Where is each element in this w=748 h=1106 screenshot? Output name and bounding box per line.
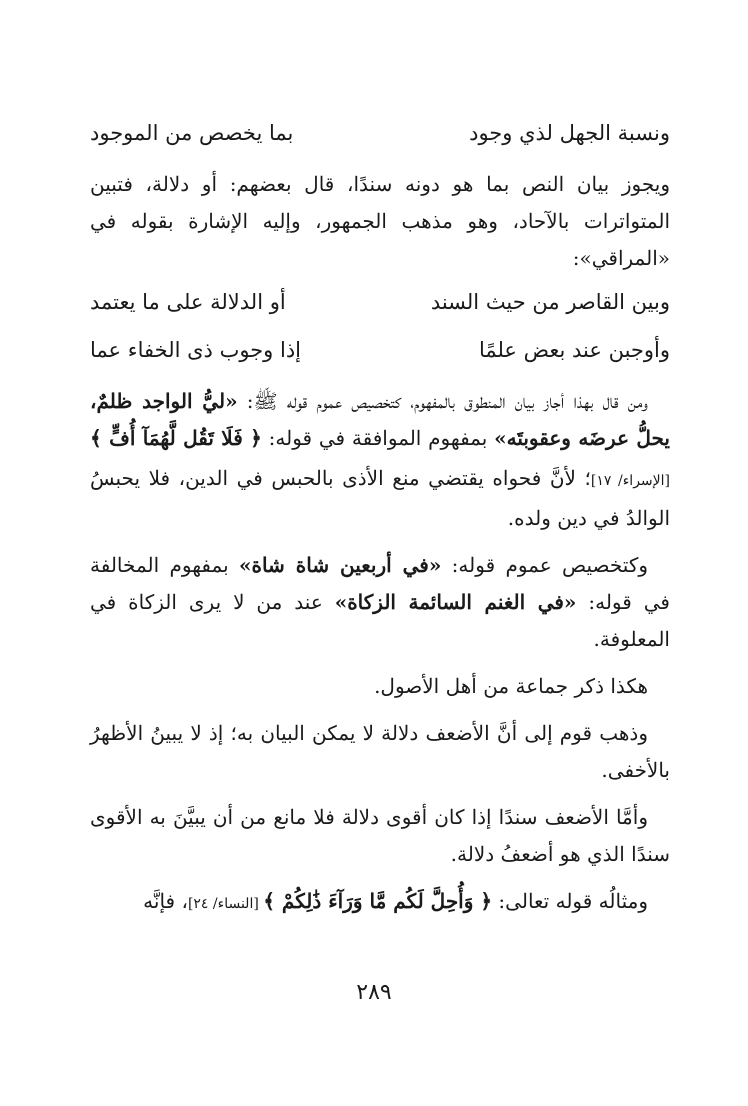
para7-text-2: ، فإنَّه [143,889,188,913]
para1-line3: «المراقي»: [572,246,670,270]
page-body [90,110,670,933]
quran-quote-wa-uhilla-lakum: ﴿ وَأُحِلَّ لَكُم مَّا وَرَآءَ ذَٰلِكُمْ ﴾ [263,889,493,913]
para3-text-2: بمفهوم المخالفة في قوله: [90,553,670,614]
paragraph-weaker-dalala: وذهب قوم إلى أنَّ الأضعف دلالة لا يمكن البيان به؛ إذ لا يبينُ الأظهرُ بالأخفى. [90,721,670,782]
verse-1-second-hemistich: بما يخصص من الموجود [90,121,294,145]
verse-2-second-hemistich: أو الدلالة على ما يعتمد [90,290,286,314]
paragraph-takhsis-mafhum-muwafaqa [90,383,670,537]
poem-verse-2 [90,287,670,317]
hadith-quote-ghanam-saima: «في الغنم السائمة الزكاة» [334,590,577,614]
quran-quote-la-taqul-uff: ﴿ فَلَا تَقُل لَّهُمَآ أُفٍّ ﴾ [90,426,262,450]
para2-text-2: بمفهوم الموافقة في قوله: [261,426,495,450]
page-number: ٢٨٩ [356,980,392,1005]
para1-line1: ويجوز بيان النص بما هو دونه سندًا، قال بعضهم: أو دلالة، فتبين [90,172,670,196]
poem-verse-1 [90,118,670,148]
paragraph-weaker-sanad: وأمَّا الأضعف سندًا إذا كان أقوى دلالة فلا مانع من أن يبيَّنَ به الأقوى سندًا الذي هو أضعفُ دلالة. [90,805,670,866]
verse-3-first-hemistich: وأوجبن عند بعض علمًا [478,338,670,362]
para7-text-1: ومثالُه قوله تعالى: [492,889,648,913]
verse-2-first-hemistich: وبين القاصر من حيث السند [430,290,670,314]
quran-reference-nisa: [النساء/ ٢٤] [187,896,264,912]
hadith-quote-layy-al-wajid: «ليُّ الواجد ظلمٌ، يحلُّ عرضَه وعقوبتَه» [90,389,670,450]
paragraph-bayan-by-lesser-sanad [90,166,670,277]
para2-text-1: ومن قال بهذا أجاز بيان المنطوق بالمفهوم، كتخصيص عموم قوله ﷺ: [237,389,648,413]
para2-text-3: ؛ لأنَّ فحواه يقتضي منع الأذى بالحبس في الدين، فلا يحبسُ الوالدُ في دين ولده. [90,466,670,530]
poem-verse-3 [90,335,670,365]
para3-text-1: وكتخصيص عموم قوله: [441,553,648,577]
paragraph-takhsis-mafhum-mukhalafa [90,547,670,658]
quran-reference-isra: [الإسراء/ ١٧] [590,473,670,489]
para1-line2: المتواترات بالآحاد، وهو مذهب الجمهور، وإليه الإشارة بقوله في [90,209,670,233]
paragraph-example-nisa [90,883,670,923]
hadith-quote-arbaeen-shah: «في أربعين شاة شاة» [238,553,442,577]
verse-3-second-hemistich: إذا وجوب ذى الخفاء عما [90,338,302,362]
verse-1-first-hemistich: ونسبة الجهل لذي وجود [469,121,670,145]
paragraph-usul-attribution: هكذا ذكر جماعة من أهل الأصول. [374,674,648,698]
para3-text-3: عند من لا يرى الزكاة في المعلوفة. [90,590,670,651]
